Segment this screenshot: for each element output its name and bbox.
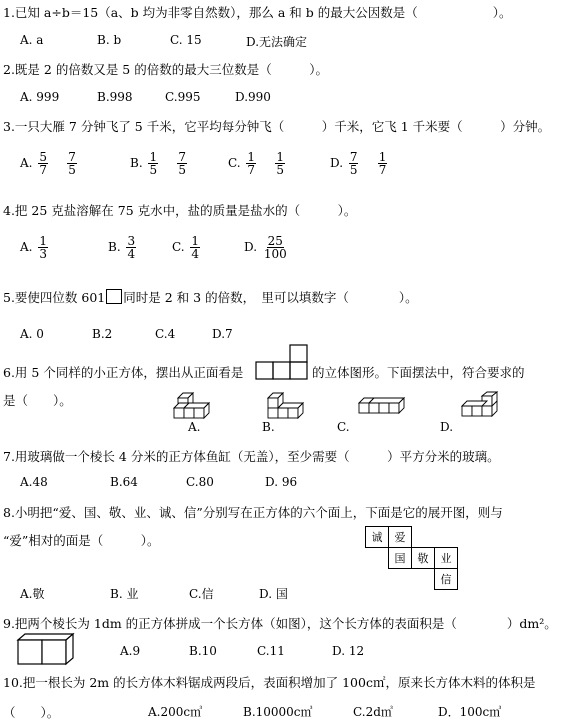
q3-option-a[interactable] [20, 151, 79, 176]
q5-stem [3, 288, 418, 306]
q9-option-c[interactable]: C.11 [257, 644, 285, 658]
net-face-cheng: 诚 [366, 527, 389, 548]
q1-option-c[interactable]: C. 15 [170, 33, 202, 47]
q8-option-a[interactable]: A.敬 [20, 587, 45, 601]
q3-stem: 3.一只大雁 7 分钟飞了 5 千米，它平均每分钟飞（ ）千米，它飞 1 千米要（ ）分钟。 [3, 119, 551, 134]
q6-stem-line1 [3, 363, 243, 381]
q6-stem-before: 6.用 5 个同样的小正方体，摆出从正面看是 [3, 365, 244, 380]
q10-option-a[interactable]: A.200c㎥ [148, 705, 203, 719]
q6-option-a[interactable]: A. [188, 420, 201, 434]
q3-option-d[interactable] [330, 151, 389, 176]
q3-option-b-fraction-1: $\frac{1}{5}$ [149, 150, 158, 177]
q7-option-c[interactable]: C.80 [186, 475, 214, 489]
q4-option-c[interactable] [172, 235, 202, 260]
q1-option-a[interactable]: A. a [20, 33, 44, 47]
q3-option-c-fraction-1: $\frac{1}{7}$ [247, 150, 256, 177]
net-face-ye: 业 [435, 548, 458, 569]
q5-stem-before: 5.要使四位数 601 [3, 290, 106, 305]
q2-option-a[interactable]: A. 999 [20, 90, 60, 104]
q3-option-c-label: C. [228, 156, 241, 170]
q2-option-b[interactable]: B.998 [97, 90, 133, 104]
q10-stem-line1: 10.把一根长为 2m 的长方体木料锯成两段后，表面积增加了 100c㎡，原来长方体木料的体积是 [3, 675, 536, 690]
q6-option-d-cubes-icon [458, 392, 504, 422]
q4-option-b-label: B. [108, 240, 121, 254]
q10-option-d[interactable]: D．100c㎥ [438, 705, 502, 719]
q9-option-b[interactable]: B.10 [189, 644, 217, 658]
q10-option-c[interactable]: C.2d㎥ [353, 705, 393, 719]
q5-option-d[interactable]: D.7 [212, 327, 233, 341]
q9-cuboid-figure [16, 632, 76, 666]
q1-option-d[interactable]: D.无法确定 [246, 35, 308, 49]
q8-stem-line1: 8.小明把“爱、国、敬、业、诚、信”分别写在正方体的六个面上，下面是它的展开图，则与 [3, 505, 503, 520]
q7-stem: 7.用玻璃做一个棱长 4 分米的正方体鱼缸（无盖），至少需要（ ）平方分米的玻璃。 [3, 449, 500, 464]
q5-option-a[interactable]: A. 0 [20, 327, 44, 341]
q4-option-a[interactable] [20, 235, 50, 260]
q6-option-a-cubes-icon [172, 392, 218, 422]
q4-option-d-label: D. [244, 240, 258, 254]
q3-option-b-fraction-2: $\frac{7}{5}$ [178, 150, 187, 177]
q8-option-d[interactable]: D. 国 [259, 587, 288, 601]
net-face-guo: 国 [389, 548, 412, 569]
q3-option-a-label: A. [20, 156, 33, 170]
q10-stem-line2: （ ）。 [3, 705, 60, 720]
q6-option-c-cubes-icon [356, 392, 402, 422]
q4-option-d[interactable] [244, 235, 290, 260]
q1-stem: 1.已知 a÷b＝15（a、b 均为非零自然数），那么 a 和 b 的最大公因数是（ ）。 [3, 5, 512, 20]
q3-option-d-fraction-1: $\frac{7}{5}$ [349, 150, 358, 177]
q7-option-a[interactable]: A.48 [20, 475, 48, 489]
q3-option-c[interactable] [228, 151, 287, 176]
q9-option-a[interactable]: A.9 [120, 644, 141, 658]
q6-option-d[interactable]: D. [440, 420, 454, 434]
q4-option-c-label: C. [172, 240, 185, 254]
q1-option-b[interactable]: B. b [97, 33, 122, 47]
q8-option-c[interactable]: C.信 [189, 587, 214, 601]
q5-stem-after: 同时是 2 和 3 的倍数， 里可以填数字（ ）。 [123, 290, 418, 305]
q7-option-b[interactable]: B.64 [110, 475, 138, 489]
q8-stem-line2: “爱”相对的面是（ ）。 [3, 533, 160, 548]
q3-option-b[interactable] [130, 151, 189, 176]
q3-option-b-label: B. [130, 156, 143, 170]
q6-stem-after: 的立体图形。下面摆法中，符合要求的 [312, 365, 525, 380]
q7-option-d[interactable]: D. 96 [265, 475, 298, 489]
q3-option-d-fraction-2: $\frac{1}{7}$ [378, 150, 387, 177]
q2-option-c[interactable]: C.995 [165, 90, 201, 104]
q6-front-view-figure [254, 345, 310, 381]
q4-option-c-fraction: $\frac{1}{4}$ [191, 234, 200, 261]
q8-option-b[interactable]: B. 业 [110, 587, 139, 601]
q4-option-a-label: A. [20, 240, 33, 254]
q4-option-b-fraction: $\frac{3}{4}$ [127, 234, 136, 261]
q4-option-b[interactable] [108, 235, 138, 260]
q3-option-a-fraction-2: $\frac{7}{5}$ [68, 150, 76, 177]
q4-option-a-fraction: $\frac{1}{3}$ [39, 234, 47, 261]
q4-stem: 4.把 25 克盐溶解在 75 克水中，盐的质量是盐水的（ ）。 [3, 203, 357, 218]
q2-stem: 2.既是 2 的倍数又是 5 的倍数的最大三位数是（ ）。 [3, 62, 328, 77]
q3-option-a-fraction-1: $\frac{5}{7}$ [39, 150, 47, 177]
q9-option-d[interactable]: D. 12 [332, 644, 365, 658]
q6-stem-line2: 是（ ）。 [3, 393, 72, 408]
q9-stem: 9.把两个棱长为 1dm 的正方体拼成一个长方体（如图），这个长方体的表面积是（ ）dm²。 [3, 616, 557, 631]
q6-option-c[interactable]: C. [337, 420, 350, 434]
q4-option-d-fraction: $\frac{25}{100}$ [263, 234, 287, 261]
q10-option-b[interactable]: B.10000c㎥ [243, 705, 313, 719]
net-face-xin: 信 [435, 569, 458, 590]
q8-cube-net [365, 526, 458, 590]
q5-option-c[interactable]: C.4 [155, 327, 176, 341]
q6-option-b[interactable]: B. [262, 420, 275, 434]
q5-blank-box [106, 289, 122, 304]
q3-option-d-label: D. [330, 156, 344, 170]
net-face-jing: 敬 [412, 548, 435, 569]
q5-option-b[interactable]: B.2 [92, 327, 113, 341]
net-face-ai: 爱 [389, 527, 412, 548]
q2-option-d[interactable]: D.990 [235, 90, 271, 104]
q6-option-b-cubes-icon [264, 392, 310, 422]
q3-option-c-fraction-2: $\frac{1}{5}$ [276, 150, 284, 177]
